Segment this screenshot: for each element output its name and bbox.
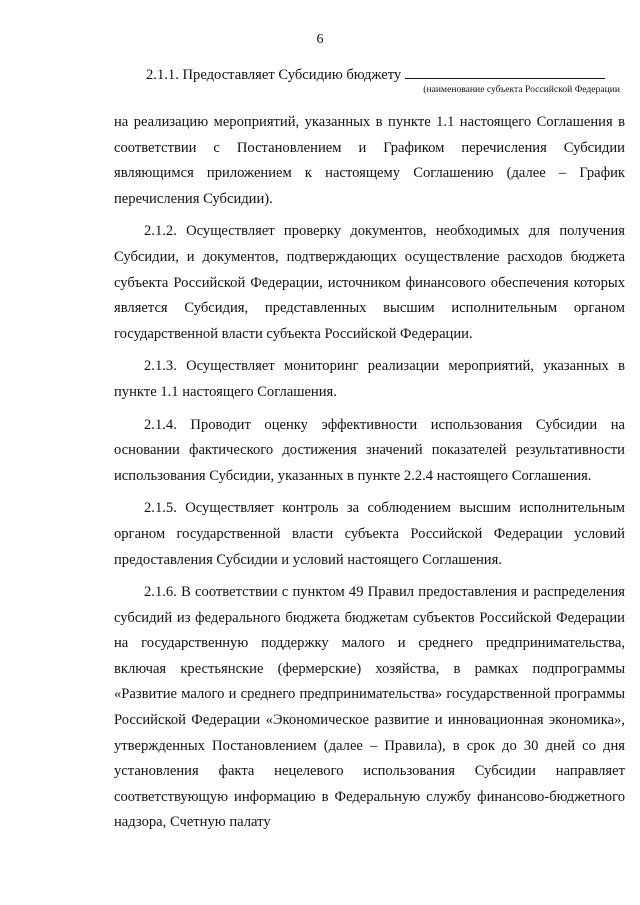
fill-in-blank — [405, 66, 605, 79]
header-text: 2.1.1. Предоставляет Субсидию бюджету — [146, 67, 402, 83]
page-number: 6 — [316, 32, 324, 47]
paragraph: 2.1.5. Осуществляет контроль за соблюдением высшим исполнительным органом государственной власти субъекта Российской Федерации условий предоставления Субсидии и условий настоящего Соглашения. — [114, 500, 625, 568]
paragraph: 2.1.4. Проводит оценку эффективности использования Субсидии на основании фактического достижения значений показателей результативности использования Субсидии, указанных в пункте 2.2.4 настоящего Соглашения. — [114, 416, 625, 484]
paragraph: 2.1.6. В соответствии с пунктом 49 Правил предоставления и распределения субсидий из федерального бюджета бюджетам субъектов Российской Федерации на государственную поддержку малого и среднего предпринимательства, включая крестьянские (фермерские) хозяйства, в рамках подпрограммы «Развитие малого и среднего предпринимательства» государственной программы Российской Федерации «Экономическое развитие и инновационная экономика», утвержденных Постановлением (далее – Правила), в срок до 30 дней со дня установления факта нецелевого использования Субсидии направляет соответствующую информацию в Федеральную службу финансово-бюджетного надзора, Счетную палату — [114, 584, 625, 831]
header-note: (наименование субъекта Российской Федерации — [423, 84, 620, 95]
paragraph: 2.1.3. Осуществляет мониторинг реализации мероприятий, указанных в пункте 1.1 настоящего Соглашения. — [114, 358, 625, 400]
paragraph: на реализацию мероприятий, указанных в пункте 1.1 настоящего Соглашения в соответствии с Постановлением и Графиком перечисления Субсидии являющимся приложением к настоящему Соглашению (далее – График перечисления Субсидии). — [114, 114, 625, 207]
paragraph: 2.1.2. Осуществляет проверку документов, необходимых для получения Субсидии, и документов, подтверждающих осуществление расходов бюджета субъекта Российской Федерации, источником финансового обеспечения которых является Субсидия, представленных высшим исполнительным органом государственной власти субъекта Российской Федерации. — [114, 223, 625, 342]
body-text — [114, 110, 625, 843]
header-line — [146, 66, 616, 84]
